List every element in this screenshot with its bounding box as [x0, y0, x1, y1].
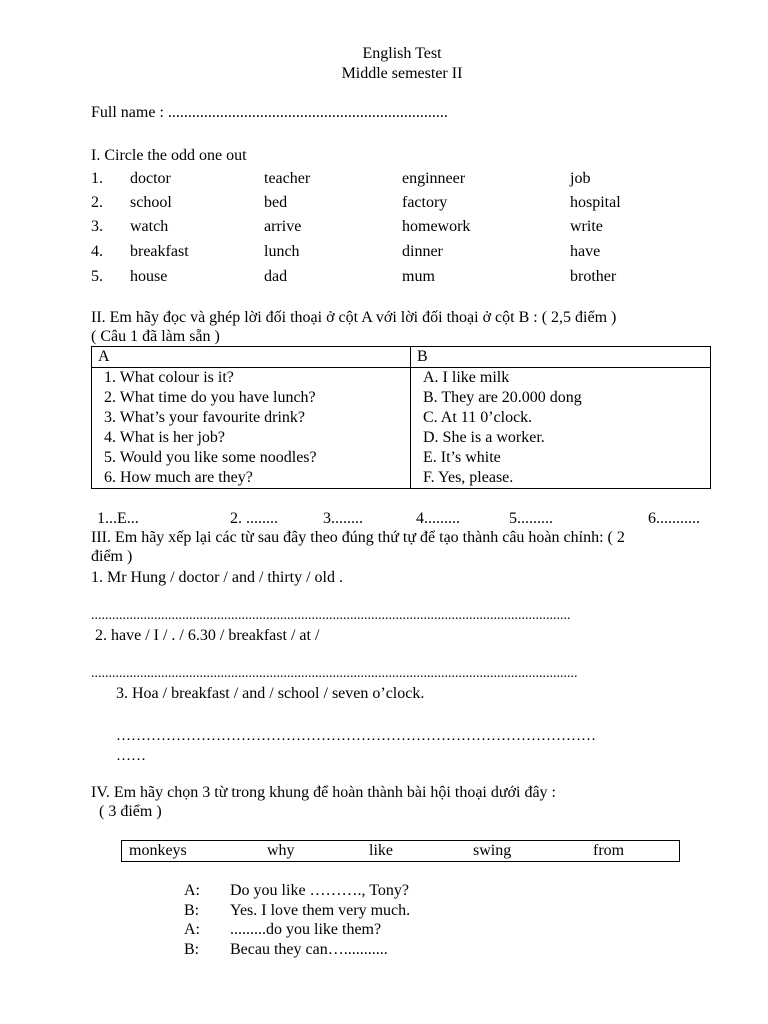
section2-heading: II. Em hãy đọc và ghép lời đối thoại ở cột A với lời đối thoại ở cột B : ( 2,5 điểm ): [91, 309, 617, 326]
reorder-question-3: 3. Hoa / breakfast / and / school / seven o’clock.: [116, 685, 425, 702]
word-option[interactable]: house: [130, 268, 168, 285]
word-option[interactable]: watch: [130, 218, 169, 235]
word-option[interactable]: teacher: [264, 170, 311, 187]
question-cell: 3. What’s your favourite drink?: [92, 408, 411, 428]
word-option[interactable]: brother: [570, 268, 617, 285]
dialogue-text: Becau they can…...........: [230, 941, 388, 958]
answer-cell: D. She is a worker.: [411, 428, 711, 448]
word-option[interactable]: doctor: [130, 170, 171, 187]
word-option[interactable]: enginneer: [402, 170, 466, 187]
word-bank-item[interactable]: from: [593, 842, 625, 859]
table-row: [92, 468, 711, 489]
dialogue-text: .........do you like them?: [230, 921, 382, 938]
reorder-question-2: 2. have / I / . / 6.30 / breakfast / at /: [95, 627, 320, 644]
answer-blank[interactable]: 3........: [323, 510, 363, 527]
word-option[interactable]: arrive: [264, 218, 302, 235]
answer-blank[interactable]: 1...E...: [97, 510, 139, 527]
table-row: [92, 408, 711, 428]
dialogue-text: Do you like ………., Tony?: [230, 882, 410, 899]
answer-cell: F. Yes, please.: [411, 468, 711, 489]
word-option[interactable]: homework: [402, 218, 471, 235]
matching-answers: [91, 509, 731, 529]
word-bank: [121, 840, 680, 862]
word-option[interactable]: bed: [264, 194, 288, 211]
section4-points: ( 3 điểm ): [99, 803, 162, 820]
table-row: [92, 368, 711, 389]
column-b-header: B: [411, 347, 711, 368]
word-option[interactable]: school: [130, 194, 172, 211]
word-bank-item[interactable]: like: [369, 842, 393, 859]
section4-heading: IV. Em hãy chọn 3 từ trong khung để hoàn thành bài hội thoại dưới đây :: [91, 784, 556, 801]
speaker-label: B:: [184, 941, 200, 958]
word-option[interactable]: dinner: [402, 243, 443, 260]
section1-heading: I. Circle the odd one out: [91, 147, 247, 164]
section3-heading: III. Em hãy xếp lại các từ sau đây theo đúng thứ tự để tạo thành câu hoàn chỉnh: ( 2: [91, 529, 625, 546]
table-row: [92, 388, 711, 408]
section2-note: ( Câu 1 đã làm sẵn ): [91, 328, 220, 345]
answer-cell: E. It’s white: [411, 448, 711, 468]
question-cell: 4. What is her job?: [92, 428, 411, 448]
answer-blank[interactable]: 6...........: [648, 510, 700, 527]
table-row: [92, 448, 711, 468]
test-subtitle: Middle semester II: [341, 65, 463, 82]
question-cell: 6. How much are they?: [92, 468, 411, 489]
row-number: 4.: [91, 243, 103, 260]
word-bank-item[interactable]: why: [267, 842, 295, 859]
question-cell: 1. What colour is it?: [92, 368, 411, 389]
question-cell: 5. Would you like some noodles?: [92, 448, 411, 468]
word-option[interactable]: breakfast: [130, 243, 189, 260]
word-option[interactable]: hospital: [570, 194, 621, 211]
section3-points: điểm ): [91, 548, 133, 565]
column-a-header: A: [92, 347, 411, 368]
word-option[interactable]: factory: [402, 194, 448, 211]
answer-line-3[interactable]: ……………………………………………………………………………………: [116, 728, 596, 744]
answer-blank[interactable]: 4.........: [416, 510, 460, 527]
answer-blank[interactable]: 2. ........: [230, 510, 278, 527]
test-title: English Test: [362, 45, 442, 62]
word-option[interactable]: dad: [264, 268, 288, 285]
word-option[interactable]: job: [570, 170, 591, 187]
table-row: [92, 428, 711, 448]
answer-line-3-continued[interactable]: ……: [116, 748, 146, 764]
matching-table: [91, 346, 711, 489]
word-option[interactable]: write: [570, 218, 603, 235]
answer-blank[interactable]: 5.........: [509, 510, 553, 527]
row-number: 2.: [91, 194, 103, 211]
word-bank-item[interactable]: swing: [473, 842, 512, 859]
row-number: 1.: [91, 170, 103, 187]
answer-cell: A. I like milk: [411, 368, 711, 389]
answer-cell: C. At 11 0’clock.: [411, 408, 711, 428]
row-number: 3.: [91, 218, 103, 235]
answer-line-2[interactable]: ...........................................................................................................................................: [91, 666, 578, 681]
speaker-label: B:: [184, 902, 200, 919]
answer-line-1[interactable]: .........................................................................................................................................: [91, 608, 571, 623]
word-option[interactable]: lunch: [264, 243, 300, 260]
word-bank-item[interactable]: monkeys: [129, 842, 187, 859]
word-option[interactable]: have: [570, 243, 601, 260]
answer-cell: B. They are 20.000 dong: [411, 388, 711, 408]
speaker-label: A:: [184, 882, 200, 899]
reorder-question-1: 1. Mr Hung / doctor / and / thirty / old .: [91, 569, 343, 586]
question-cell: 2. What time do you have lunch?: [92, 388, 411, 408]
full-name-field[interactable]: Full name : ......................................................................: [91, 104, 448, 121]
speaker-label: A:: [184, 921, 200, 938]
word-option[interactable]: mum: [402, 268, 435, 285]
row-number: 5.: [91, 268, 103, 285]
dialogue-text: Yes. I love them very much.: [230, 902, 411, 919]
